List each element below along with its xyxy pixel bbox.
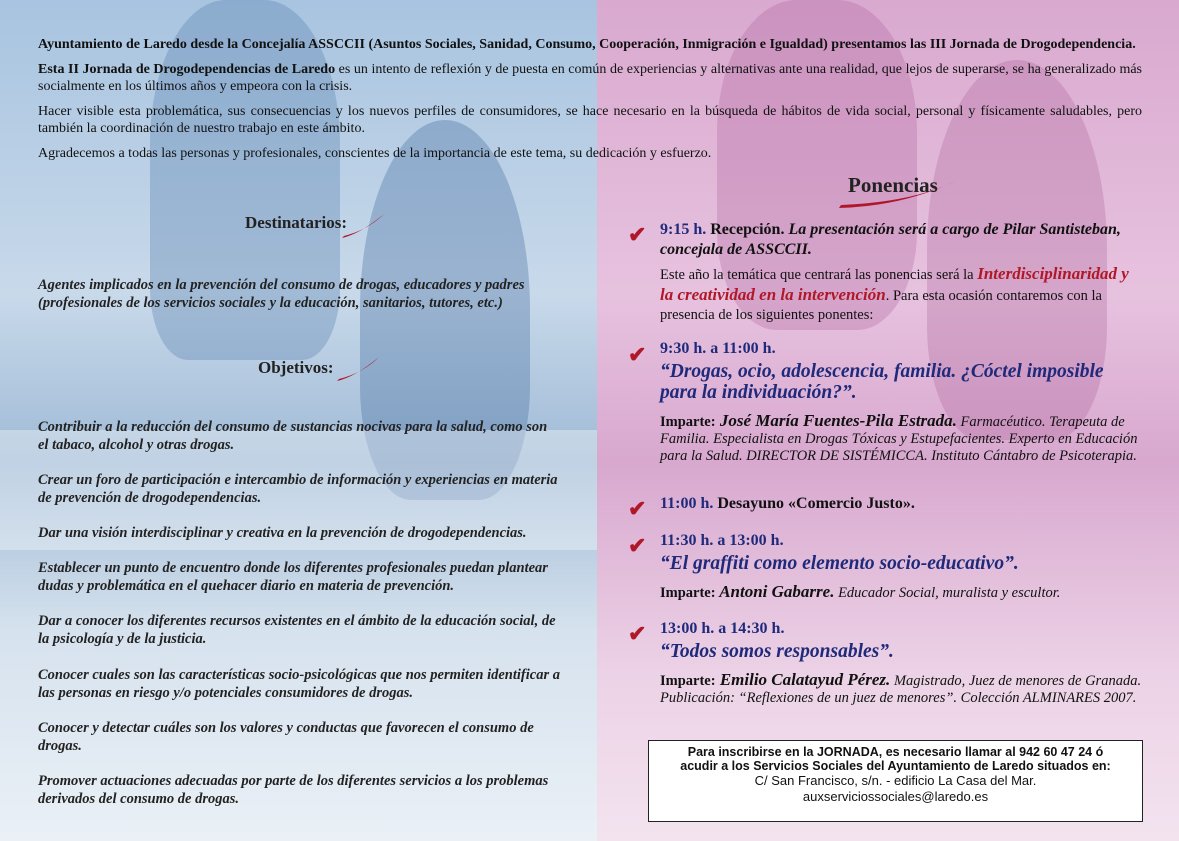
session-desayuno — [660, 495, 1142, 513]
objetivos-heading: Objetivos: — [258, 358, 334, 377]
session-speaker — [660, 671, 1142, 707]
check-icon: ✔ — [628, 621, 647, 646]
theme-highlight: Interdisciplinaridad y la creatividad en la intervención — [660, 264, 1129, 304]
session-speaker — [660, 412, 1142, 465]
session-theme — [660, 264, 1142, 325]
objetivo-item: Establecer un punto de encuentro donde los diferentes profesionales puedan plantear dudas y problemática en el quehacer diario en materia de prevención. — [38, 560, 548, 594]
check-icon: ✔ — [628, 222, 647, 247]
inscripcion-box — [648, 740, 1143, 822]
intro-text: es un intento de reflexión y de puesta en común de experiencias y alternativas ante una realidad, que lejos de superarse, se ha generalizado más socialmente en los últimos años y empeora con la crisis. — [38, 62, 1142, 94]
objetivo-item: Conocer cuales son las características socio-psicológicas que nos permiten identificar a las personas en riesgo y/o potenciales consumidores de drogas. — [38, 667, 560, 701]
imparte-label: Imparte: — [660, 673, 716, 689]
intro-paragraph: Agradecemos a todas las personas y profesionales, conscientes de la importancia de este tema, su dedicación y esfuerzo. — [38, 146, 712, 161]
objetivo-item: Promover actuaciones adecuadas por parte de los diferentes servicios a los problemas derivados del consumo de drogas. — [38, 773, 549, 807]
session-time: 13:00 h. a 14:30 h. — [660, 620, 785, 637]
session-title: “Drogas, ocio, adolescencia, familia. ¿Cóctel imposible para la individuación?”. — [660, 361, 1104, 403]
objetivo-item: Contribuir a la reducción del consumo de sustancias nocivas para la salud, como son el tabaco, alcohol y otras drogas. — [38, 419, 548, 453]
speaker-desc: Magistrado, Juez de menores de Granada. Publicación: “Reflexiones de un juez de menores”. Colección ALMINARES 2007. — [660, 673, 1142, 706]
session-label: Desayuno «Comercio Justo». — [713, 495, 915, 512]
inscripcion-email[interactable]: auxserviciossociales@laredo.es — [802, 789, 989, 804]
inscripcion-address: C/ San Francisco, s/n. - edificio La Casa del Mar. — [754, 773, 1037, 788]
session-responsables — [660, 620, 1142, 707]
session-title: “El graffiti como elemento socio-educativo”. — [660, 553, 1019, 574]
session-italic: La presentación será a cargo de Pilar Santisteban, concejala de ASSCCII. — [660, 221, 1121, 258]
swoosh-icon — [335, 355, 381, 383]
check-icon: ✔ — [628, 533, 647, 558]
theme-post: . Para esta ocasión contaremos con la presencia de los siguientes ponentes: — [660, 288, 1102, 323]
speaker-name: Antoni Gabarre. — [715, 582, 835, 601]
session-drogas-ocio — [660, 340, 1142, 465]
swoosh-icon — [340, 212, 386, 240]
objetivo-item: Dar una visión interdisciplinar y creativa en la prevención de drogodependencias. — [38, 525, 527, 541]
intro-paragraph — [38, 61, 1142, 95]
intro-paragraph — [38, 36, 1142, 53]
speaker-desc: Farmacéutico. Terapeuta de Familia. Especialista en Drogas Tóxicas y Estupefacientes. Experto en Educación para la Salud. DIRECTOR DE SISTÉMICCA. Instituto Cántabro de Psicoterapia. — [660, 414, 1138, 464]
session-graffiti — [660, 532, 1142, 602]
imparte-label: Imparte: — [660, 585, 716, 601]
inscripcion-line: acudir a los Servicios Sociales del Ayuntamiento de Laredo situados en: — [680, 759, 1111, 773]
speaker-name: Emilio Calatayud Pérez. — [715, 670, 891, 689]
inscripcion-line: Para inscribirse en la JORNADA, es necesario llamar al 942 60 47 24 ó — [687, 745, 1104, 759]
intro-lead: Ayuntamiento de Laredo desde la Concejalía ASSCCII (Asuntos Sociales, Sanidad, Consumo, Cooperación, Inmigración e Igualdad) presentamos las III Jornada de Drogodependencia. — [38, 37, 1136, 52]
session-time: 11:30 h. a 13:00 h. — [660, 532, 784, 549]
theme-pre: Este año la temática que centrará las ponencias será la — [660, 267, 978, 283]
intro-section — [38, 36, 1142, 170]
objetivo-item: Dar a conocer los diferentes recursos existentes en el ámbito de la educación social, de la psicología y de la justicia. — [38, 613, 556, 647]
destinatarios-text: Agentes implicados en la prevención del consumo de drogas, educadores y padres (profesionales de los servicios sociales y la educación, sanitarios, tutores, etc.) — [38, 277, 525, 311]
speaker-desc: Educador Social, muralista y escultor. — [834, 585, 1061, 601]
session-time: 9:15 h. — [660, 221, 707, 238]
imparte-label: Imparte: — [660, 414, 716, 430]
objetivo-item: Crear un foro de participación e intercambio de información y experiencias en materia de prevención de drogodependencias. — [38, 472, 558, 506]
session-time: 11:00 h. — [660, 495, 714, 512]
intro-bold: Esta II Jornada de Drogodependencias de Laredo — [38, 62, 336, 77]
destinatarios-heading: Destinatarios: — [245, 213, 347, 232]
ponencias-heading: Ponencias — [848, 173, 938, 197]
session-title: “Todos somos responsables”. — [660, 641, 894, 662]
swoosh-icon — [835, 178, 960, 212]
session-speaker — [660, 583, 1142, 602]
session-recepcion — [660, 220, 1142, 325]
session-time: 9:30 h. a 11:00 h. — [660, 340, 776, 357]
check-icon: ✔ — [628, 342, 647, 367]
objetivo-item: Conocer y detectar cuáles son los valores y conductas que favorecen el consumo de drogas. — [38, 720, 534, 754]
speaker-name: José María Fuentes-Pila Estrada. — [715, 411, 957, 430]
check-icon: ✔ — [628, 496, 647, 521]
intro-paragraph: Hacer visible esta problemática, sus consecuencias y los nuevos perfiles de consumidores, se hace necesario en la búsqueda de hábitos de vida social, personal y físicamente saludables, pero también la coordinación de nuestro trabajo en este ámbito. — [38, 104, 1142, 136]
session-label: Recepción. — [706, 221, 785, 238]
